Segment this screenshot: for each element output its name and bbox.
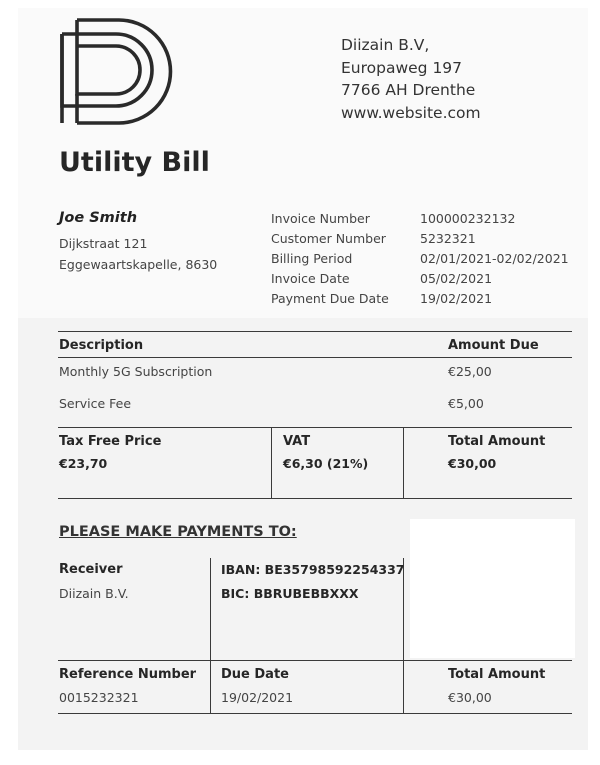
payment-heading: PLEASE MAKE PAYMENTS TO: [59, 524, 297, 540]
payment-total-value: €30,00 [448, 690, 492, 705]
vat-value: €6,30 (21%) [283, 456, 369, 471]
meta-label: Customer Number [271, 231, 386, 246]
vat-label: VAT [283, 434, 311, 449]
meta-billing-period [271, 251, 581, 271]
company-name: Diizain B.V, [341, 36, 430, 54]
meta-label: Invoice Date [271, 271, 350, 286]
company-website: www.website.com [341, 103, 481, 122]
meta-label: Invoice Number [271, 211, 370, 226]
meta-value: 19/02/2021 [420, 291, 493, 306]
table-top-rule [58, 331, 572, 332]
meta-value: 05/02/2021 [420, 271, 493, 286]
meta-payment-due-date [271, 291, 581, 311]
tax-free-value: €23,70 [59, 456, 108, 471]
charge-description: Monthly 5G Subscription [59, 364, 213, 379]
page-title: Utility Bill [59, 147, 210, 178]
reference-number-label: Reference Number [59, 667, 197, 682]
totals-top-rule [58, 427, 572, 428]
meta-invoice-date [271, 271, 581, 291]
table-header-rule [58, 357, 572, 358]
meta-invoice-number [271, 211, 581, 231]
meta-value: 100000232132 [420, 211, 516, 226]
payment-bottom-rule [58, 713, 572, 714]
customer-city: Eggewaartskapelle, 8630 [59, 257, 218, 272]
payment-divider [403, 558, 404, 714]
meta-label: Billing Period [271, 251, 353, 266]
due-date-label: Due Date [221, 667, 289, 682]
receiver-value: Diizain B.V. [59, 586, 129, 601]
pd-monogram-logo-icon [58, 17, 176, 127]
due-date-value: 19/02/2021 [221, 690, 294, 705]
payment-mid-rule [58, 660, 572, 661]
totals-divider [271, 427, 272, 498]
iban-value: IBAN: BE35798592254337 [221, 562, 405, 577]
company-address [341, 34, 481, 124]
bic-value: BIC: BBRUBEBBXXX [221, 586, 359, 601]
meta-value: 5232321 [420, 231, 476, 246]
totals-bottom-rule [58, 498, 572, 499]
reference-number-value: 0015232321 [59, 690, 139, 705]
customer-street: Dijkstraat 121 [59, 236, 148, 251]
payment-blank-area [410, 519, 575, 658]
payment-divider [210, 558, 211, 714]
tax-free-label: Tax Free Price [59, 434, 162, 449]
meta-value: 02/01/2021-02/02/2021 [420, 251, 569, 266]
total-amount-label: Total Amount [448, 434, 546, 449]
amount-due-header: Amount Due [448, 338, 539, 353]
description-header: Description [59, 338, 144, 353]
company-street: Europaweg 197 [341, 58, 463, 77]
totals-divider [403, 427, 404, 498]
meta-label: Payment Due Date [271, 291, 389, 306]
total-amount-value: €30,00 [448, 456, 497, 471]
charge-description: Service Fee [59, 396, 132, 411]
charge-amount: €5,00 [448, 396, 484, 411]
customer-name: Joe Smith [59, 210, 138, 226]
receiver-label: Receiver [59, 562, 123, 577]
meta-customer-number [271, 231, 581, 251]
company-city: 7766 AH Drenthe [341, 81, 476, 99]
charge-amount: €25,00 [448, 364, 492, 379]
payment-total-label: Total Amount [448, 667, 546, 682]
